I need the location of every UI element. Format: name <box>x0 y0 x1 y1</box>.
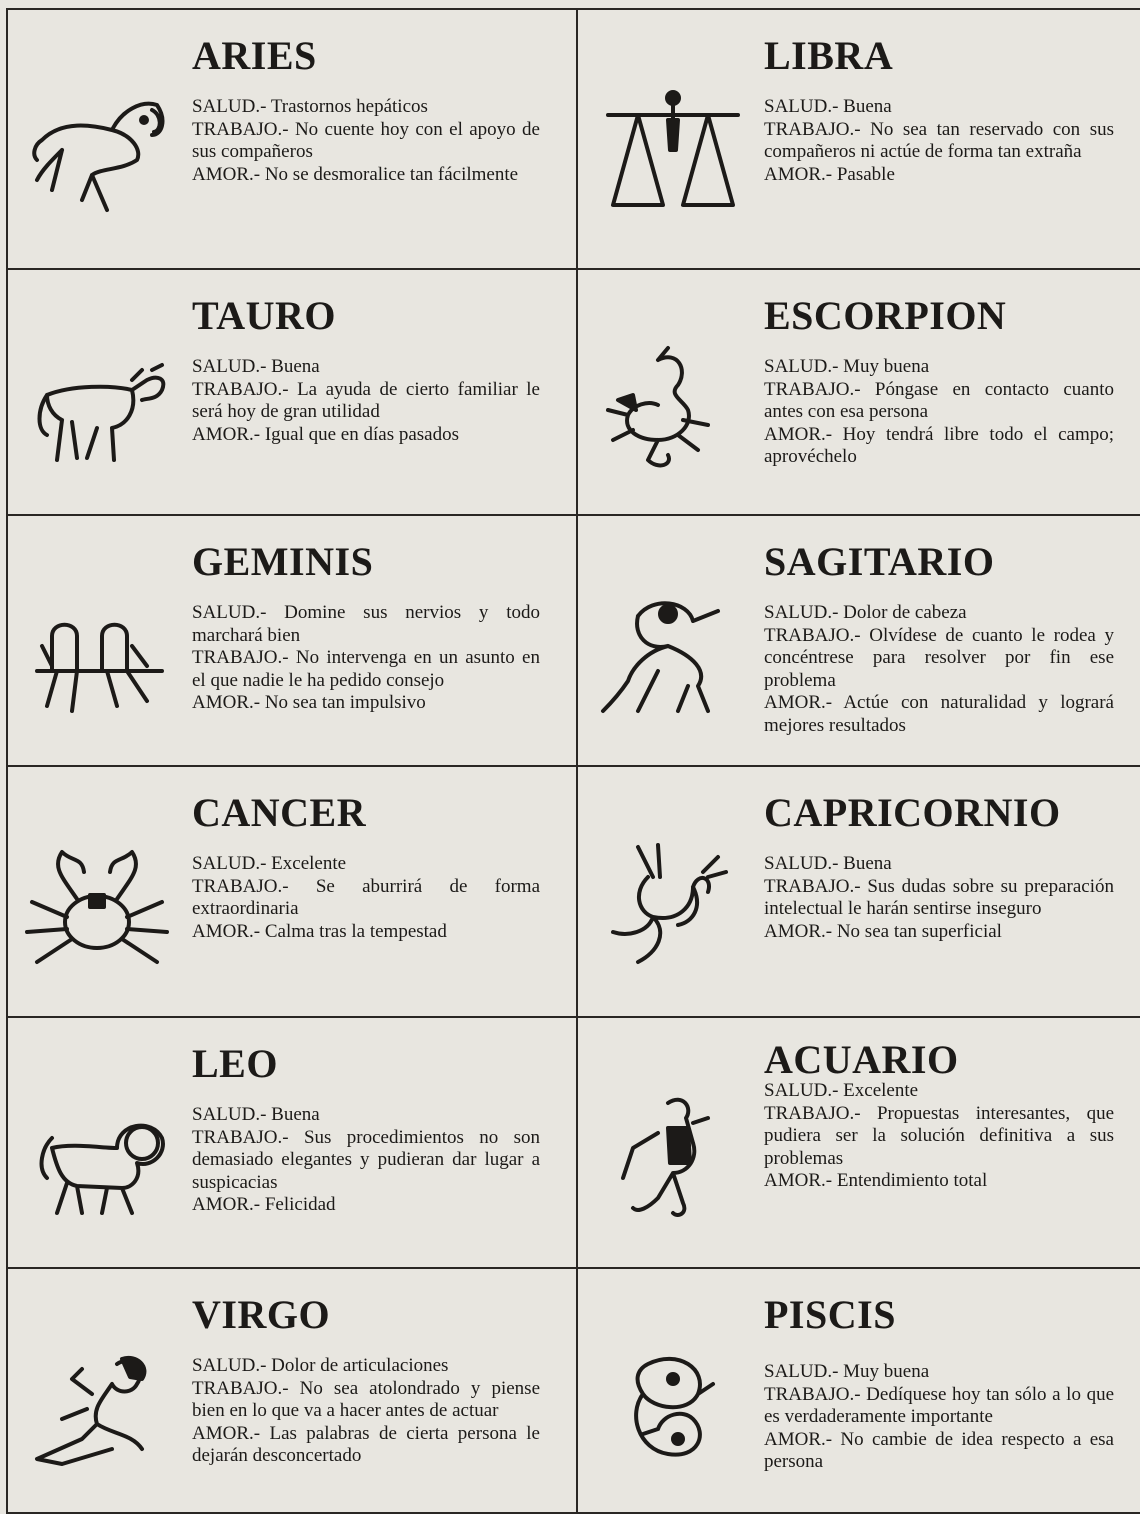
sign-box-escorpion <box>578 270 1140 516</box>
crab-icon <box>22 837 172 977</box>
salud-line: SALUD.- Dolor de articulaciones <box>192 1355 449 1376</box>
sign-box-aries <box>8 10 578 270</box>
trabajo-line: TRABAJO.- No sea tan reservado con sus compañeros ni actúe de forma tan extraña <box>764 118 1114 162</box>
trabajo-line: TRABAJO.- No sea atolondrado y piense bien en lo que va a hacer antes de actuar <box>192 1377 540 1421</box>
sign-box-sagitario <box>578 516 1140 767</box>
sign-forecast <box>192 1355 540 1468</box>
sign-title: CAPRICORNIO <box>764 790 1061 835</box>
sign-title: GEMINIS <box>192 539 374 584</box>
fish-icon <box>598 1339 748 1479</box>
ram-icon <box>22 80 172 220</box>
sign-box-tauro <box>8 270 578 516</box>
sign-title: LEO <box>192 1041 278 1086</box>
amor-line: AMOR.- Igual que en días pasados <box>192 423 460 445</box>
amor-line: AMOR.- Entendimiento total <box>764 1170 988 1191</box>
amor-line: AMOR.- Hoy tendrá libre todo el campo; aprovéchelo <box>764 423 1114 467</box>
sign-forecast <box>192 1104 540 1217</box>
sign-box-virgo <box>8 1269 578 1514</box>
salud-line: SALUD.- Buena <box>764 96 892 117</box>
scorpion-icon <box>598 340 748 480</box>
amor-line: AMOR.- Las palabras de cierta persona le dejarán desconcertado <box>192 1422 540 1466</box>
sign-title: LIBRA <box>764 33 894 78</box>
bull-icon <box>22 340 172 480</box>
scales-icon <box>598 80 748 220</box>
horoscope-grid <box>6 8 1140 1514</box>
salud-line: SALUD.- Dolor de cabeza <box>764 602 967 623</box>
trabajo-line: TRABAJO.- Dedíquese hoy tan sólo a lo que es verdaderamente importante <box>764 1383 1114 1427</box>
amor-line: AMOR.- Pasable <box>764 163 895 185</box>
sign-box-capricornio <box>578 767 1140 1018</box>
sign-box-geminis <box>8 516 578 767</box>
salud-line: SALUD.- Muy buena <box>764 1361 930 1382</box>
sign-title: ACUARIO <box>764 1037 959 1082</box>
salud-line: SALUD.- Buena <box>764 853 892 874</box>
sign-box-piscis <box>578 1269 1140 1514</box>
trabajo-line: TRABAJO.- Sus procedimientos no son demasiado elegantes y pudieran dar lugar a suspicacias <box>192 1126 540 1193</box>
amor-line: AMOR.- No sea tan impulsivo <box>192 692 426 713</box>
salud-line: SALUD.- Muy buena <box>764 356 930 377</box>
goat-icon <box>598 837 748 977</box>
salud-line: SALUD.- Excelente <box>192 853 347 874</box>
maiden-icon <box>22 1339 172 1479</box>
amor-line: AMOR.- No sea tan superficial <box>764 920 1002 942</box>
lion-icon <box>22 1088 172 1228</box>
amor-line: AMOR.- No cambie de idea respecto a esa persona <box>764 1428 1114 1472</box>
salud-line: SALUD.- Trastornos hepáticos <box>192 96 428 117</box>
sign-forecast <box>764 96 1114 186</box>
sign-title: TAURO <box>192 293 336 338</box>
trabajo-line: TRABAJO.- Póngase en contacto cuanto antes con esa persona <box>764 378 1114 422</box>
trabajo-line: TRABAJO.- Olvídese de cuanto le rodea y concéntrese para resolver por fin ese problema <box>764 624 1114 691</box>
amor-line: AMOR.- Actúe con naturalidad y logrará mejores resultados <box>764 692 1114 736</box>
sign-forecast <box>764 1080 1114 1193</box>
salud-line: SALUD.- Domine sus nervios y todo marchará bien <box>192 602 540 646</box>
sign-title: ESCORPION <box>764 293 1007 338</box>
salud-line: SALUD.- Buena <box>192 356 320 377</box>
sign-title: ARIES <box>192 33 317 78</box>
sign-box-acuario <box>578 1018 1140 1269</box>
sign-forecast <box>192 602 540 715</box>
sign-forecast <box>764 853 1114 943</box>
sign-forecast <box>192 96 540 186</box>
amor-line: AMOR.- No se desmoralice tan fácilmente <box>192 163 519 185</box>
sign-title: CANCER <box>192 790 367 835</box>
sign-forecast <box>192 853 540 943</box>
sign-forecast <box>764 356 1114 469</box>
amor-line: AMOR.- Felicidad <box>192 1194 336 1215</box>
sign-title: SAGITARIO <box>764 539 995 584</box>
trabajo-line: TRABAJO.- Propuestas interesantes, que pudiera ser la solución definitiva a sus problemas <box>764 1102 1114 1169</box>
salud-line: SALUD.- Buena <box>192 1104 320 1125</box>
trabajo-line: TRABAJO.- No intervenga en un asunto en el que nadie le ha pedido consejo <box>192 647 540 691</box>
amor-line: AMOR.- Calma tras la tempestad <box>192 920 447 942</box>
trabajo-line: TRABAJO.- No cuente hoy con el apoyo de sus compañeros <box>192 118 540 162</box>
sign-forecast <box>764 1361 1114 1474</box>
water-bearer-icon <box>598 1088 748 1228</box>
sign-forecast <box>764 602 1114 737</box>
salud-line: SALUD.- Excelente <box>764 1080 919 1101</box>
twins-icon <box>22 586 172 726</box>
trabajo-line: TRABAJO.- Sus dudas sobre su preparación intelectual le harán sentirse inseguro <box>764 875 1114 919</box>
sign-box-leo <box>8 1018 578 1269</box>
trabajo-line: TRABAJO.- La ayuda de cierto familiar le será hoy de gran utilidad <box>192 378 540 422</box>
sign-box-libra <box>578 10 1140 270</box>
sign-box-cancer <box>8 767 578 1018</box>
archer-icon <box>598 586 748 726</box>
trabajo-line: TRABAJO.- Se aburrirá de forma extraordinaria <box>192 875 540 919</box>
sign-forecast <box>192 356 540 446</box>
sign-title: VIRGO <box>192 1292 331 1337</box>
sign-title: PISCIS <box>764 1292 896 1337</box>
